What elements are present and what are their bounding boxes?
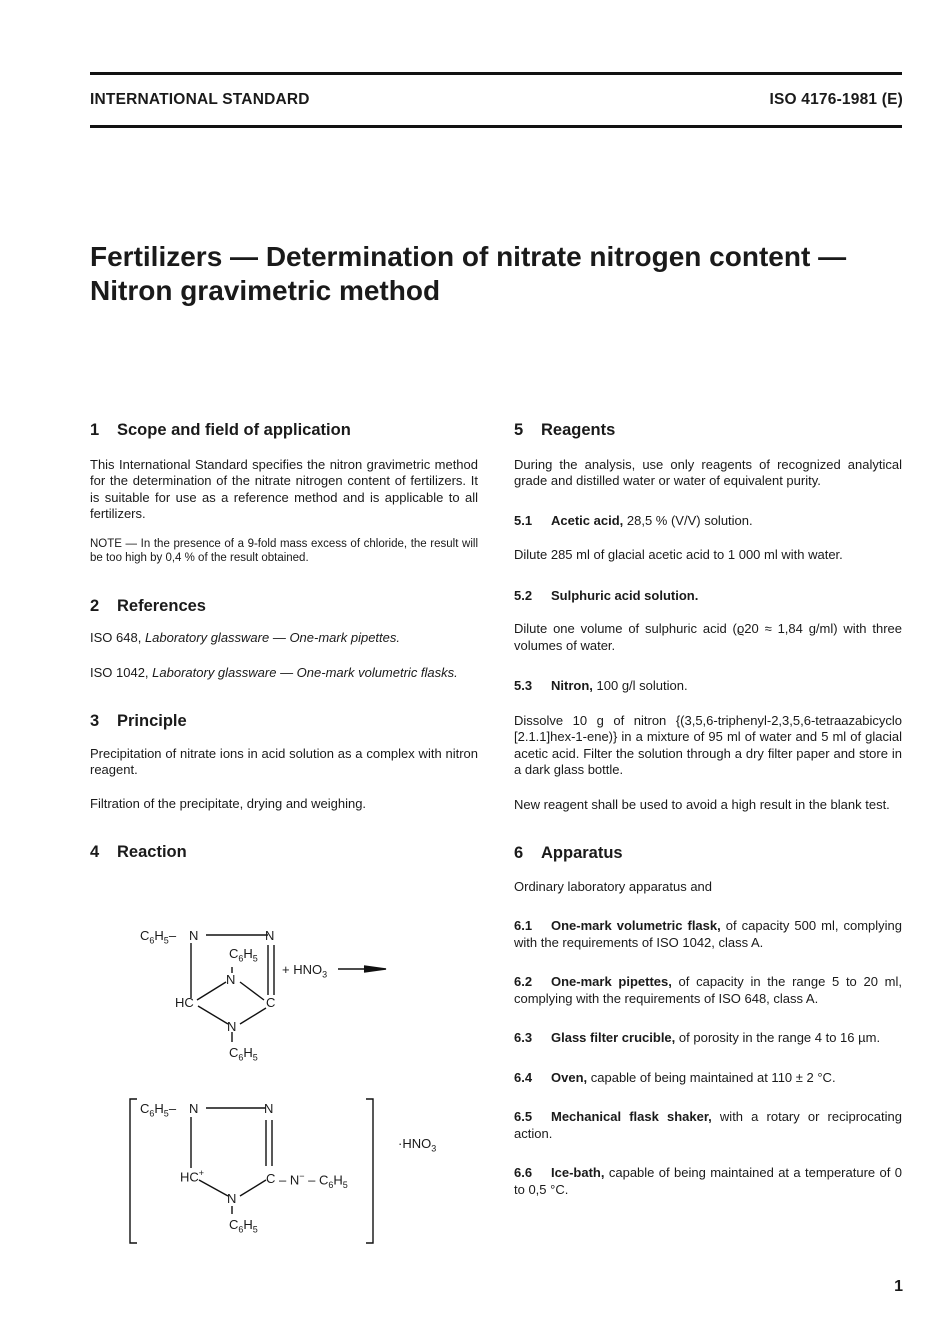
item-5-2-heading: 5.2 Sulphuric acid solution.: [514, 587, 699, 603]
f1-n-top-left: N: [189, 928, 199, 943]
item-6-1: 6.1 One-mark volumetric flask, of capacity 500 ml, complying with the requirements of ISO 1042, class A.: [514, 918, 902, 950]
standard-number: ISO 4176-1981 (E): [769, 91, 903, 108]
reference-2: ISO 1042, Laboratory glassware — One-mark volumetric flasks.: [90, 664, 458, 680]
f2-c6h5-bottom: $C_6H_5$: [229, 1217, 258, 1235]
section-3-paragraph-1: Precipitation of nitrate ions in acid solution as a complex with nitron reagent.: [90, 745, 478, 777]
f1-n-bottom: N: [227, 1019, 237, 1034]
item-5-1-heading: 5.1 Acetic acid, 28,5 % (V/V) solution.: [514, 512, 753, 528]
section-2-heading: 2 References: [90, 596, 206, 615]
item-6-5: 6.5 Mechanical flask shaker, with a rotary or reciprocating action.: [514, 1109, 902, 1141]
f2-c: C: [266, 1171, 276, 1186]
section-4-heading: 4 Reaction: [90, 843, 187, 861]
f2-n-top-right: N: [264, 1101, 274, 1116]
item-5-2-text: Dilute one volume of sulphuric acid (ϱ20 ≈ 1,84 g/ml) with three volumes of water.: [514, 621, 902, 653]
f2-hno3: $\cdot HNO_3$: [398, 1136, 437, 1154]
reference-1: ISO 648, Laboratory glassware — One-mark pipettes.: [90, 630, 400, 645]
item-5-3-text-1: Dissolve 10 g of nitron {(3,5,6-triphenyl-2,3,5,6-tetraazabicyclo [2.1.1]hex-1-ene)} in a mixture of 95 ml of water and 5 ml of glacial acetic acid. Filter the solution through a dry filter paper and store in a dark glass bottle.: [514, 712, 902, 777]
section-6-heading: 6 Apparatus: [514, 844, 623, 862]
item-5-3-heading: 5.3 Nitron, 100 g/l solution.: [514, 678, 688, 693]
section-5-intro: During the analysis, use only reagents of recognized analytical grade and distilled water or water of equivalent purity.: [514, 456, 902, 488]
item-5-3-text-2: New reagent shall be used to avoid a high result in the blank test.: [514, 796, 890, 812]
section-6-intro: Ordinary laboratory apparatus and: [514, 878, 713, 894]
section-1-note: NOTE — In the presence of a 9-fold mass excess of chloride, the result will be too high by 0,4 % of the result obtained.: [90, 537, 478, 564]
f2-hc-plus: HC+: [180, 1168, 205, 1185]
f1-c: C: [266, 995, 276, 1010]
f1-c6h5-left: $C_6H_5-$: [140, 928, 177, 946]
item-6-4: 6.4 Oven, capable of being maintained at 110 ± 2 °C.: [514, 1069, 836, 1085]
f1-n-mid: N: [226, 972, 236, 987]
item-6-3: 6.3 Glass filter crucible, of porosity in the range 4 to 16 µm.: [514, 1030, 881, 1045]
f2-n-top-left: N: [189, 1101, 199, 1116]
item-5-1-text: Dilute 285 ml of glacial acetic acid to 1 000 ml with water.: [514, 547, 843, 562]
title-line-2: Nitron gravimetric method: [90, 275, 441, 306]
f1-hc: HC: [175, 995, 194, 1010]
section-3-paragraph-2: Filtration of the precipitate, drying and weighing.: [90, 795, 367, 811]
f1-reagent: + $HNO_3$: [282, 962, 328, 980]
standard-type: INTERNATIONAL STANDARD: [90, 91, 310, 108]
f2-c6h5-left: $C_6H_5-$: [140, 1101, 177, 1119]
f2-n-minus-c6h5: – $N^- - C_6H_5$: [279, 1171, 348, 1190]
section-1-paragraph: This International Standard specifies the nitron gravimetric method for the determination of the nitrate nitrogen content of fertilizers. It is suitable for use as a reference method and is applicable to all fertilizers.: [90, 456, 478, 521]
f2-n-bottom: N: [227, 1191, 237, 1206]
item-6-2: 6.2 One-mark pipettes, of capacity in the range 5 to 20 ml, complying with the requirements of ISO 648, class A.: [514, 974, 902, 1006]
item-6-6: 6.6 Ice-bath, capable of being maintained at a temperature of 0 to 0,5 °C.: [514, 1165, 902, 1197]
right-column: [514, 422, 902, 1198]
title-line-1: Fertilizers — Determination of nitrate nitrogen content —: [90, 241, 847, 272]
page-number: 1: [894, 1278, 903, 1295]
section-5-heading: 5 Reagents: [514, 421, 616, 439]
section-3-heading: 3 Principle: [90, 712, 187, 730]
f1-c6h5-mid: $C_6H_5$: [229, 946, 258, 964]
section-1-heading: 1 Scope and field of application: [90, 421, 351, 439]
f1-c6h5-bottom: $C_6H_5$: [229, 1045, 258, 1063]
f1-n-top-right: N: [265, 928, 275, 943]
